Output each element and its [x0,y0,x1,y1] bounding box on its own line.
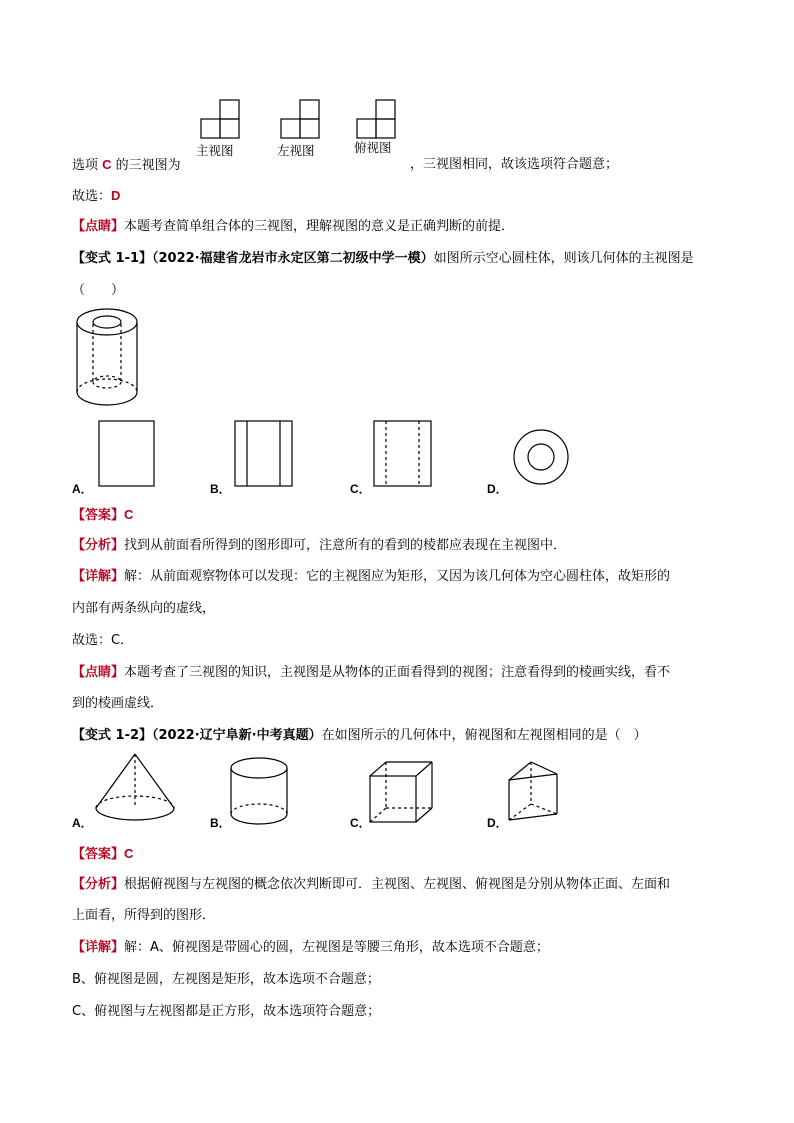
option-c-suffix: ，三视图相同，故该选项符合题意； [410,157,619,172]
v11-option-c-rect [373,420,433,488]
cube-figure [368,760,434,824]
front-view-figure [200,99,242,139]
note-line-1: 【点睛】本题考查简单组合体的三视图，理解视图的意义是正确判断的前提． [72,219,515,234]
top-view-label: 俯视图 [354,140,392,155]
v12-answer: 【答案】C [72,846,134,862]
v12-analysis-2: 上面看，所得到的图形． [72,908,216,923]
variant-1-2-title: 【变式 1-2】（2022·辽宁阜新·中考真题）在如图所示的几何体中，俯视图和左视图相同的是（ ） [72,728,647,743]
v11-option-c-label: C． [350,482,371,496]
v11-option-a-label: A． [72,482,93,496]
v11-option-a-square [98,420,156,488]
left-view-label: 左视图 [277,143,315,158]
variant-1-1-title: 【变式 1-1】（2022·福建省龙岩市永定区第二初级中学一模）如图所示空心圆柱体，则该几何体的主视图是 [72,251,694,266]
v11-option-d-label: D． [487,482,508,496]
cone-figure [93,752,177,824]
v11-detail-1: 【详解】解：从前面观察物体可以发现：它的主视图应为矩形，又因为该几何体为空心圆柱体，故矩形的 [72,569,671,584]
triangular-prism-figure [507,760,561,824]
pick-line-1: 故选：D [72,188,121,204]
hollow-cylinder-figure [74,306,140,408]
top-view-figure [356,99,398,139]
v12-detail-1: 【详解】解：A、俯视图是带圆心的圆，左视图是等腰三角形，故本选项不合题意； [72,940,549,955]
v12-detail-3: C、俯视图与左视图都是正方形，故本选项符合题意； [72,1004,381,1019]
v11-analysis: 【分析】找到从前面看所得到的图形即可，注意所有的看到的棱都应表现在主视图中． [72,538,567,553]
variant-1-1-blank: （ ） [72,283,125,298]
v11-option-d-ring [512,428,572,488]
v12-detail-2: B、俯视图是圆，左视图是矩形，故本选项不合题意； [72,972,380,987]
v12-analysis-1: 【分析】根据俯视图与左视图的概念依次判断即可．主视图、左视图、俯视图是分别从物体正面、左面和 [72,877,671,892]
left-view-figure [280,99,322,139]
v12-option-d-label: D． [487,816,508,830]
front-view-label: 主视图 [196,143,234,158]
v12-option-b-label: B． [210,816,231,830]
v11-answer: 【答案】C [72,507,134,523]
v12-option-a-label: A． [72,816,93,830]
v12-option-c-label: C． [350,816,371,830]
v11-detail-2: 内部有两条纵向的虚线， [72,601,216,616]
v11-option-b-label: B． [210,482,231,496]
v11-note-2: 到的棱画虚线． [72,696,164,711]
v11-note-1: 【点睛】本题考查了三视图的知识，主视图是从物体的正面看得到的视图；注意看得到的棱画实线，看不 [72,665,671,680]
option-c-line: 选项 C 的三视图为 [72,157,181,173]
v11-pick: 故选：C． [72,633,134,648]
v11-option-b-rect [234,420,294,488]
cylinder-figure [229,756,289,828]
